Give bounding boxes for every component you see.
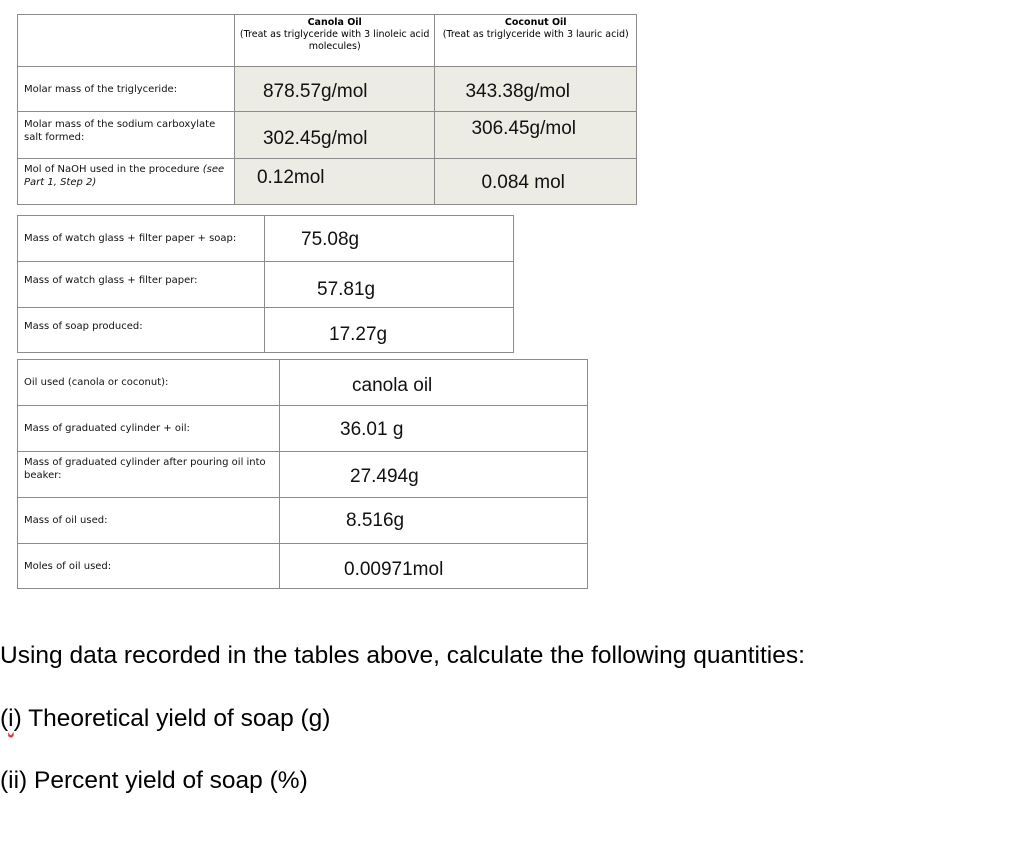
question-item-2: (ii) Percent yield of soap (%) (0, 767, 308, 794)
canola-title: Canola Oil (307, 17, 362, 28)
oil-mass-table (17, 359, 588, 589)
canola-naoh-mol: 0.12mol (234, 159, 435, 205)
table-row (18, 262, 514, 308)
canola-salt-molar-mass: 302.45g/mol (234, 112, 435, 159)
coconut-header (435, 15, 637, 67)
row-label: Oil used (canola or coconut): (18, 360, 280, 406)
coconut-naoh-mol: 0.084 mol (435, 159, 637, 205)
canola-subtitle: (Treat as triglyceride with 3 linoleic acid molecules) (239, 29, 430, 52)
table-row (18, 406, 588, 452)
row-label: Moles of oil used: (18, 544, 280, 589)
table-row (18, 159, 637, 205)
table-row (18, 308, 514, 353)
row-label: Mass of watch glass + filter paper: (18, 262, 265, 308)
question-item-1: (i) Theoretical yield of soap (g) (0, 705, 331, 732)
table-row (18, 67, 637, 112)
coconut-salt-molar-mass: 306.45g/mol (435, 112, 637, 159)
value-cell: 0.00971mol (280, 544, 588, 589)
value-cell: 17.27g (265, 308, 514, 353)
row-label: Mass of graduated cylinder after pouring oil into beaker: (18, 452, 280, 498)
value-cell: 8.516g (280, 498, 588, 544)
row-label: Mass of oil used: (18, 498, 280, 544)
coconut-subtitle: (Treat as triglyceride with 3 lauric acid) (442, 29, 629, 40)
value-cell: canola oil (280, 360, 588, 406)
table-row (18, 544, 588, 589)
table-row (18, 452, 588, 498)
row-label: Mass of watch glass + filter paper + soap: (18, 216, 265, 262)
canola-header (234, 15, 435, 67)
row-label: Molar mass of the sodium carboxylate salt formed: (18, 112, 235, 159)
molar-data-table (17, 14, 637, 205)
value-cell: 27.494g (280, 452, 588, 498)
table-row (18, 112, 637, 159)
table-row (18, 360, 588, 406)
value-cell: 57.81g (265, 262, 514, 308)
row-label: Mass of graduated cylinder + oil: (18, 406, 280, 452)
row-label: Molar mass of the triglyceride: (18, 67, 235, 112)
table-row (18, 216, 514, 262)
canola-triglyceride-molar-mass: 878.57g/mol (234, 67, 435, 112)
table-row (18, 498, 588, 544)
row-label: Mass of soap produced: (18, 308, 265, 353)
procedure-reference: (see Part 1, Step 2) (24, 164, 225, 188)
header-empty-cell (18, 15, 235, 67)
soap-mass-table (17, 215, 514, 353)
spellcheck-marked-numeral: i (8, 705, 14, 732)
value-cell: 36.01 g (280, 406, 588, 452)
row-label: Mol of NaOH used in the procedure (see Part 1, Step 2) (18, 159, 235, 205)
value-cell: 75.08g (265, 216, 514, 262)
coconut-title: Coconut Oil (504, 17, 567, 28)
coconut-triglyceride-molar-mass: 343.38g/mol (435, 67, 637, 112)
question-intro: Using data recorded in the tables above, calculate the following quantities: (0, 642, 805, 669)
